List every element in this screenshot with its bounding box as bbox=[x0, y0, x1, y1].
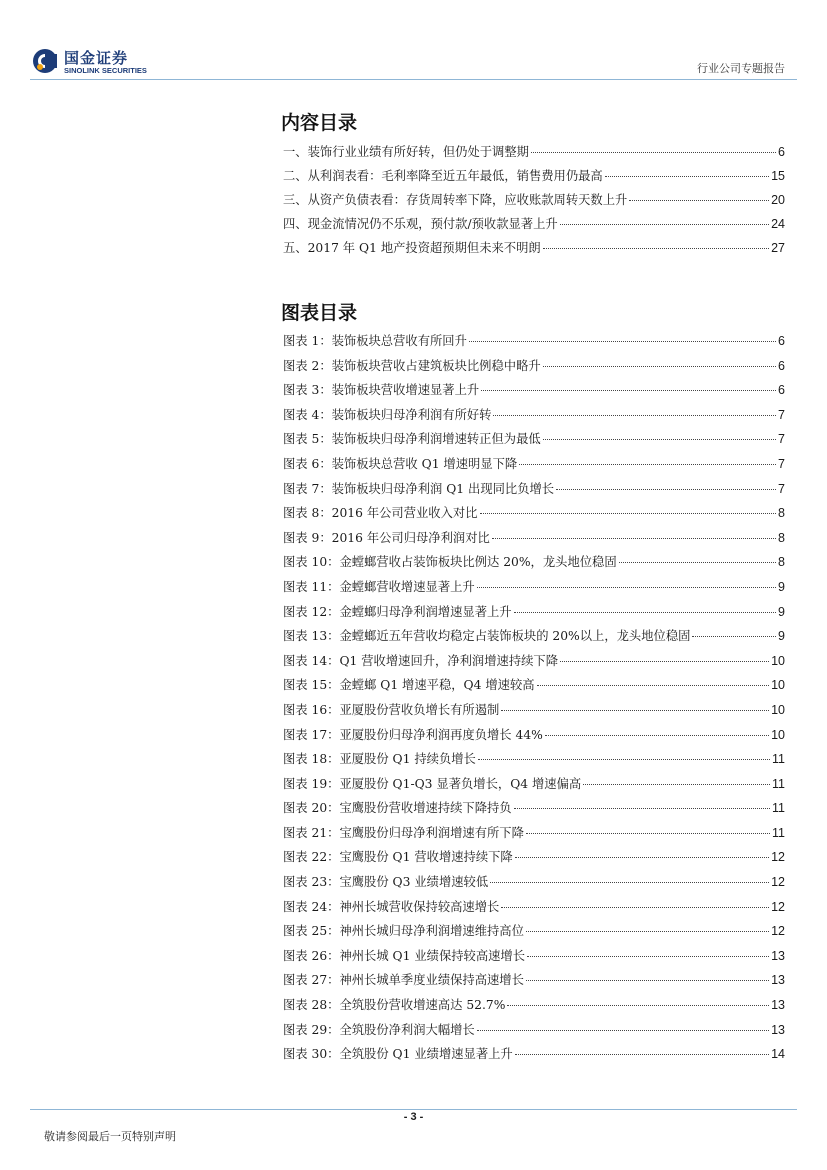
dot-leader bbox=[519, 463, 776, 465]
charts-list bbox=[283, 329, 785, 1067]
toc-entry-page[interactable]: 8 bbox=[778, 530, 785, 545]
report-type-label: 行业公司专题报告 bbox=[697, 62, 785, 75]
toc-entry-label[interactable]: 图表 2：装饰板块营收占建筑板块比例稳中略升 bbox=[283, 358, 541, 373]
dot-leader bbox=[560, 223, 769, 225]
chart-entry[interactable] bbox=[283, 747, 785, 772]
chart-entry[interactable] bbox=[283, 550, 785, 575]
toc-entry-page[interactable]: 13 bbox=[771, 948, 785, 963]
chart-entry[interactable] bbox=[283, 378, 785, 403]
toc-entry-label[interactable]: 图表 7：装饰板块归母净利润 Q1 出现同比负增长 bbox=[283, 481, 555, 496]
dot-leader bbox=[478, 758, 770, 760]
toc-entry-label[interactable]: 图表 23：宝鹰股份 Q3 业绩增速较低 bbox=[283, 875, 489, 890]
toc-entry-page[interactable]: 9 bbox=[778, 629, 785, 644]
toc-entry-label[interactable]: 图表 18：亚厦股份 Q1 持续负增长 bbox=[283, 752, 476, 767]
toc-entry-page[interactable]: 11 bbox=[772, 776, 785, 791]
toc-entry-label[interactable]: 图表 3：装饰板块营收增速显著上升 bbox=[283, 383, 480, 398]
dot-leader bbox=[560, 660, 769, 662]
toc-entry-label[interactable]: 图表 21：宝鹰股份归母净利润增速有所下降 bbox=[283, 825, 524, 840]
toc-entry-page[interactable]: 7 bbox=[778, 456, 785, 471]
chart-entry[interactable] bbox=[283, 821, 785, 846]
contents-entry[interactable] bbox=[283, 188, 785, 212]
toc-entry-page[interactable]: 8 bbox=[778, 506, 785, 521]
dot-leader bbox=[477, 586, 776, 588]
dot-leader bbox=[490, 881, 769, 883]
toc-entry-label[interactable]: 图表 4：装饰板块归母净利润有所好转 bbox=[283, 407, 492, 422]
toc-entry-label[interactable]: 二、从利润表看：毛利率降至近五年最低，销售费用仍最高 bbox=[283, 169, 603, 183]
chart-entry[interactable] bbox=[283, 501, 785, 526]
chart-entry[interactable] bbox=[283, 477, 785, 502]
toc-entry-page[interactable]: 6 bbox=[778, 334, 785, 348]
toc-entry-page[interactable]: 6 bbox=[778, 383, 785, 398]
toc-entry-page[interactable]: 14 bbox=[771, 1047, 785, 1062]
toc-entry-page[interactable]: 11 bbox=[772, 801, 785, 816]
chart-entry[interactable] bbox=[283, 723, 785, 748]
toc-entry-label[interactable]: 图表 27：神州长城单季度业绩保持高速增长 bbox=[283, 973, 524, 988]
dot-leader bbox=[481, 389, 776, 391]
toc-entry-page[interactable]: 10 bbox=[771, 678, 785, 693]
chart-entry[interactable] bbox=[283, 624, 785, 649]
dot-leader bbox=[545, 734, 769, 736]
chart-entry[interactable] bbox=[283, 772, 785, 797]
dot-leader bbox=[501, 709, 769, 711]
toc-entry-page[interactable]: 10 bbox=[771, 653, 785, 668]
chart-entry[interactable] bbox=[283, 600, 785, 625]
contents-entry[interactable] bbox=[283, 212, 785, 236]
chart-entry[interactable] bbox=[283, 919, 785, 944]
toc-entry-page[interactable]: 12 bbox=[771, 850, 785, 865]
toc-entry-page[interactable]: 10 bbox=[771, 727, 785, 742]
chart-entry[interactable] bbox=[283, 526, 785, 551]
dot-leader bbox=[543, 247, 769, 249]
chart-entry[interactable] bbox=[283, 452, 785, 477]
dot-leader bbox=[493, 414, 776, 416]
chart-entry[interactable] bbox=[283, 575, 785, 600]
contents-list bbox=[283, 140, 785, 260]
toc-entry-page[interactable]: 7 bbox=[778, 432, 785, 447]
chart-entry[interactable] bbox=[283, 698, 785, 723]
chart-entry[interactable] bbox=[283, 649, 785, 674]
dot-leader bbox=[515, 856, 769, 858]
chart-entry[interactable] bbox=[283, 427, 785, 452]
toc-entry-page[interactable]: 12 bbox=[771, 924, 785, 939]
toc-entry-label[interactable]: 图表 12：金螳螂归母净利润增速显著上升 bbox=[283, 604, 512, 619]
toc-entry-label[interactable]: 图表 13：金螳螂近五年营收均稳定占装饰板块的 20%以上，龙头地位稳固 bbox=[283, 629, 691, 644]
dot-leader bbox=[556, 488, 776, 490]
dot-leader bbox=[514, 611, 776, 613]
toc-entry-page[interactable]: 13 bbox=[771, 998, 785, 1013]
toc-entry-page[interactable]: 12 bbox=[771, 899, 785, 914]
dot-leader bbox=[526, 930, 769, 932]
toc-entry-label[interactable]: 五、2017 年 Q1 地产投资超预期但未来不明朗 bbox=[283, 241, 541, 255]
toc-entry-page[interactable]: 24 bbox=[771, 217, 785, 231]
disclaimer-text: 敬请参阅最后一页特别声明 bbox=[44, 1130, 176, 1143]
logo-chinese-name: 国金证券 bbox=[64, 49, 129, 67]
chart-entry[interactable] bbox=[283, 403, 785, 428]
toc-entry-label[interactable]: 图表 14：Q1 营收增速回升，净利润增速持续下降 bbox=[283, 653, 559, 668]
dot-leader bbox=[527, 955, 769, 957]
contents-entry[interactable] bbox=[283, 164, 785, 188]
toc-entry-label[interactable]: 四、现金流情况仍不乐观，预付款/预收款显著上升 bbox=[283, 217, 558, 231]
dot-leader bbox=[629, 199, 769, 201]
toc-entry-page[interactable]: 8 bbox=[778, 555, 785, 570]
chart-entry[interactable] bbox=[283, 968, 785, 993]
toc-entry-page[interactable]: 11 bbox=[772, 752, 785, 767]
dot-leader bbox=[543, 365, 776, 367]
toc-entry-label[interactable]: 图表 15：金螳螂 Q1 增速平稳，Q4 增速较高 bbox=[283, 678, 535, 693]
chart-entry[interactable] bbox=[283, 944, 785, 969]
toc-entry-page[interactable]: 15 bbox=[771, 169, 785, 183]
chart-entry[interactable] bbox=[283, 1042, 785, 1067]
toc-entry-page[interactable]: 9 bbox=[778, 579, 785, 594]
toc-entry-label[interactable]: 图表 1：装饰板块总营收有所回升 bbox=[283, 334, 467, 348]
toc-entry-page[interactable]: 10 bbox=[771, 702, 785, 717]
toc-entry-label[interactable]: 图表 28：全筑股份营收增速高达 52.7% bbox=[283, 998, 506, 1013]
chart-entry[interactable] bbox=[283, 329, 785, 354]
toc-entry-label[interactable]: 图表 24：神州长城营收保持较高速增长 bbox=[283, 899, 500, 914]
dot-leader bbox=[477, 1029, 769, 1031]
chart-entry[interactable] bbox=[283, 870, 785, 895]
toc-entry-label[interactable]: 图表 11：金螳螂营收增速显著上升 bbox=[283, 579, 475, 594]
dot-leader bbox=[605, 175, 769, 177]
toc-entry-label[interactable]: 图表 20：宝鹰股份营收增速持续下降持负 bbox=[283, 801, 512, 816]
header-divider bbox=[30, 79, 797, 80]
page-header bbox=[0, 0, 827, 80]
dot-leader bbox=[514, 807, 770, 809]
toc-entry-label[interactable]: 图表 17：亚厦股份归母净利润再度负增长 44% bbox=[283, 727, 543, 742]
company-logo bbox=[30, 44, 170, 80]
contents-entry[interactable] bbox=[283, 140, 785, 164]
toc-entry-label[interactable]: 一、装饰行业业绩有所好转，但仍处于调整期 bbox=[283, 145, 529, 159]
chart-entry[interactable] bbox=[283, 895, 785, 920]
contents-entry[interactable] bbox=[283, 236, 785, 260]
dot-leader bbox=[515, 1053, 769, 1055]
toc-entry-label[interactable]: 图表 30：全筑股份 Q1 业绩增速显著上升 bbox=[283, 1047, 513, 1062]
toc-entry-page[interactable]: 27 bbox=[771, 241, 785, 255]
toc-entry-page[interactable]: 6 bbox=[778, 145, 785, 159]
dot-leader bbox=[469, 340, 776, 342]
toc-entry-page[interactable]: 6 bbox=[778, 358, 785, 373]
toc-entry-label[interactable]: 图表 10：金螳螂营收占装饰板块比例达 20%，龙头地位稳固 bbox=[283, 555, 617, 570]
toc-entry-label[interactable]: 图表 19：亚厦股份 Q1-Q3 显著负增长，Q4 增速偏高 bbox=[283, 776, 582, 791]
sinolink-logo-icon bbox=[32, 48, 58, 74]
toc-entry-label[interactable]: 图表 5：装饰板块归母净利润增速转正但为最低 bbox=[283, 432, 541, 447]
chart-entry[interactable] bbox=[283, 993, 785, 1018]
toc-entry-label[interactable]: 图表 6：装饰板块总营收 Q1 增速明显下降 bbox=[283, 456, 518, 471]
contents-title: 内容目录 bbox=[281, 112, 358, 134]
chart-entry[interactable] bbox=[283, 845, 785, 870]
toc-entry-page[interactable]: 9 bbox=[778, 604, 785, 619]
footer-divider bbox=[30, 1109, 797, 1110]
charts-title: 图表目录 bbox=[281, 302, 358, 324]
dot-leader bbox=[480, 512, 777, 514]
toc-entry-page[interactable]: 12 bbox=[771, 875, 785, 890]
toc-entry-page[interactable]: 7 bbox=[778, 407, 785, 422]
toc-entry-label[interactable]: 图表 16：亚厦股份营收负增长有所遏制 bbox=[283, 702, 500, 717]
toc-entry-label[interactable]: 三、从资产负债表看：存货周转率下降，应收账款周转天数上升 bbox=[283, 193, 628, 207]
dot-leader bbox=[507, 1004, 769, 1006]
dot-leader bbox=[537, 684, 770, 686]
dot-leader bbox=[692, 635, 776, 637]
logo-english-name: SINOLINK SECURITIES bbox=[64, 66, 147, 75]
toc-entry-label[interactable]: 图表 22：宝鹰股份 Q1 营收增速持续下降 bbox=[283, 850, 513, 865]
toc-entry-label[interactable]: 图表 26：神州长城 Q1 业绩保持较高速增长 bbox=[283, 948, 526, 963]
toc-entry-page[interactable]: 13 bbox=[771, 973, 785, 988]
dot-leader bbox=[492, 537, 776, 539]
chart-entry[interactable] bbox=[283, 673, 785, 698]
dot-leader bbox=[619, 561, 776, 563]
dot-leader bbox=[526, 832, 770, 834]
chart-entry[interactable] bbox=[283, 796, 785, 821]
dot-leader bbox=[531, 151, 776, 153]
dot-leader bbox=[543, 438, 776, 440]
toc-entry-label[interactable]: 图表 29：全筑股份净利润大幅增长 bbox=[283, 1022, 475, 1037]
dot-leader bbox=[583, 783, 770, 785]
chart-entry[interactable] bbox=[283, 1018, 785, 1043]
chart-entry[interactable] bbox=[283, 354, 785, 379]
toc-entry-label[interactable]: 图表 25：神州长城归母净利润增速维持高位 bbox=[283, 924, 524, 939]
dot-leader bbox=[501, 906, 769, 908]
toc-entry-page[interactable]: 11 bbox=[772, 825, 785, 840]
page-number: - 3 - bbox=[403, 1111, 424, 1123]
toc-entry-page[interactable]: 20 bbox=[771, 193, 785, 207]
toc-entry-label[interactable]: 图表 8：2016 年公司营业收入对比 bbox=[283, 506, 478, 521]
toc-entry-page[interactable]: 13 bbox=[771, 1022, 785, 1037]
toc-entry-label[interactable]: 图表 9：2016 年公司归母净利润对比 bbox=[283, 530, 490, 545]
toc-entry-page[interactable]: 7 bbox=[778, 481, 785, 496]
dot-leader bbox=[526, 979, 769, 981]
